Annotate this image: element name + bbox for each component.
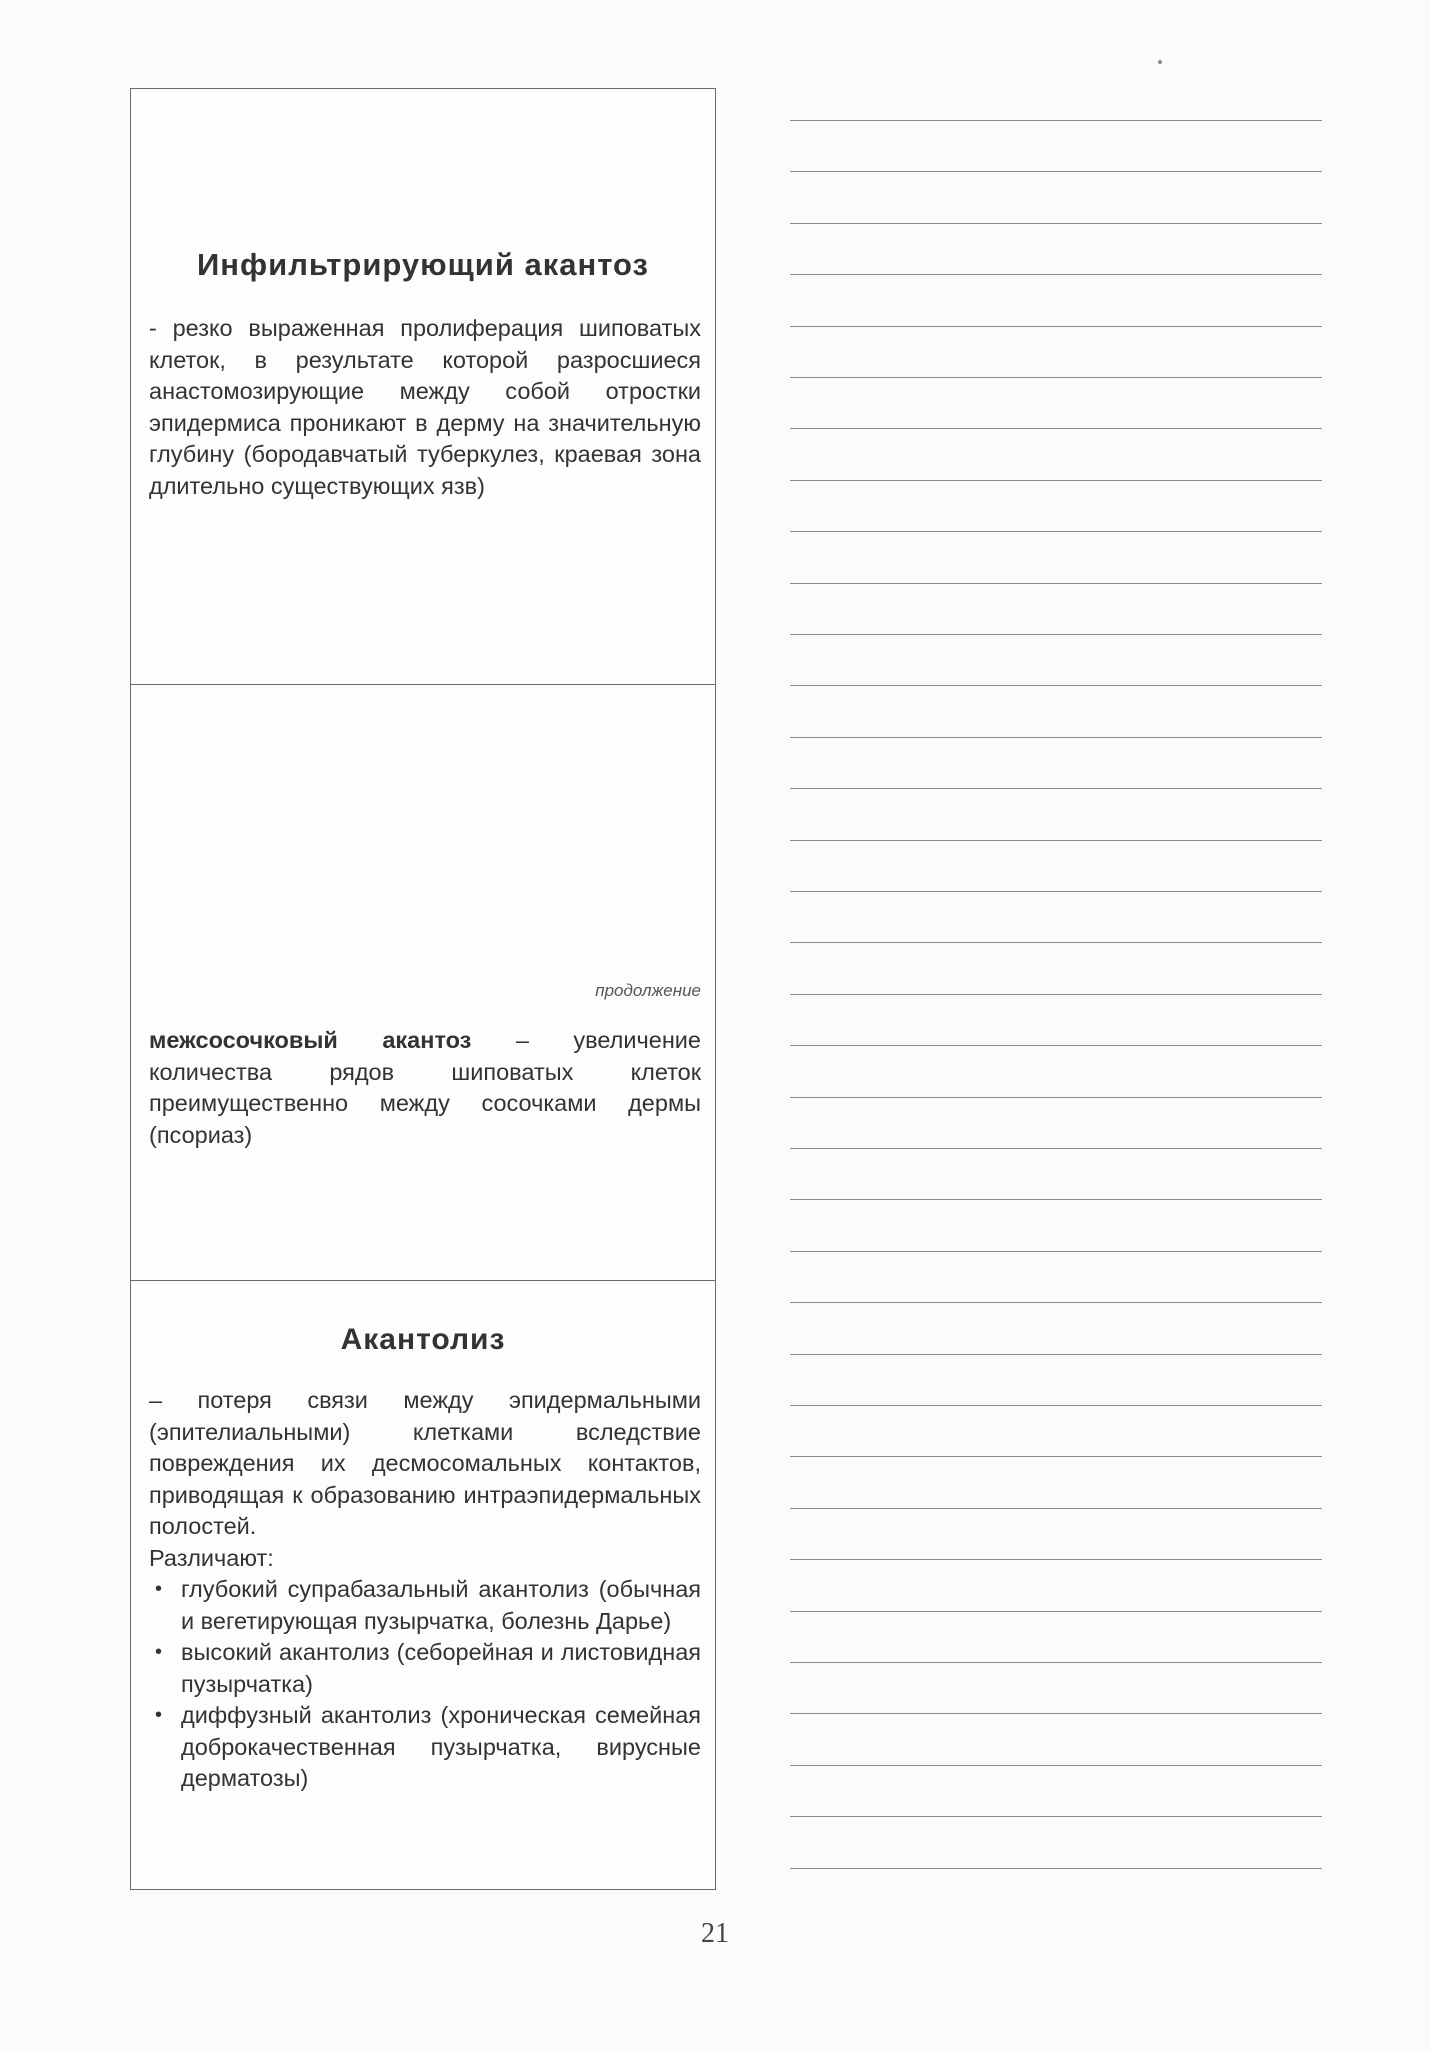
note-line	[790, 1045, 1322, 1046]
note-line	[790, 583, 1322, 584]
bullet-icon: •	[155, 1578, 163, 1600]
note-line	[790, 377, 1322, 378]
note-line	[790, 1097, 1322, 1098]
note-line	[790, 326, 1322, 327]
note-line	[790, 1354, 1322, 1355]
note-line	[790, 737, 1322, 738]
flashcard-column	[130, 88, 716, 1890]
card-term-definition: – увеличение количества рядов шиповатых клеток преимущественно между сосочками дермы (псориаз)	[149, 1027, 701, 1148]
note-line	[790, 428, 1322, 429]
note-line	[790, 1199, 1322, 1200]
list-item	[149, 1700, 701, 1795]
note-line	[790, 120, 1322, 121]
note-line	[790, 223, 1322, 224]
list-item-text: высокий акантолиз (себорейная и листовидная пузырчатка)	[181, 1639, 701, 1697]
note-line	[790, 685, 1322, 686]
note-line	[790, 1611, 1322, 1612]
list-intro: Различают:	[149, 1544, 274, 1571]
list-item	[149, 1637, 701, 1700]
note-line	[790, 480, 1322, 481]
note-line	[790, 840, 1322, 841]
note-line	[790, 1559, 1322, 1560]
note-line	[790, 942, 1322, 943]
note-line	[790, 891, 1322, 892]
note-line	[790, 1148, 1322, 1149]
note-line	[790, 531, 1322, 532]
note-line	[790, 1713, 1322, 1714]
note-line	[790, 1765, 1322, 1766]
card-interpapillary-acanthosis	[131, 685, 715, 1281]
list-item	[149, 1574, 701, 1637]
note-line	[790, 1405, 1322, 1406]
note-line	[790, 1868, 1322, 1869]
list-item-text: диффузный акантолиз (хроническая семейная доброкачественная пузырчатка, вирусные дерматозы)	[181, 1702, 701, 1791]
note-line	[790, 274, 1322, 275]
card-term: межсосочковый акантоз	[149, 1027, 472, 1053]
card-definition: - резко выраженная пролиферация шиповатых клеток, в результате которой разросшиеся анастомозирующие между собой отростки эпидермиса проникают в дерму на значительную глубину (бородавчатый туберкулез, краевая зона длительно существующих язв)	[149, 315, 701, 499]
note-line	[790, 1816, 1322, 1817]
note-line	[790, 1302, 1322, 1303]
continued-label: продолжение	[595, 981, 701, 1000]
note-line	[790, 994, 1322, 995]
card-acantholysis	[131, 1281, 715, 1889]
page-number: 21	[701, 1918, 729, 1949]
card-definition	[149, 1025, 701, 1151]
note-line	[790, 1662, 1322, 1663]
note-lines	[790, 0, 1322, 1900]
bullet-icon: •	[155, 1704, 163, 1726]
note-line	[790, 1508, 1322, 1509]
card-definition: – потеря связи между эпидермальными (эпителиальными) клетками вследствие повреждения их десмосомальных контактов, приводящая к образованию интраэпидермальных полостей.	[149, 1387, 701, 1539]
note-line	[790, 1456, 1322, 1457]
note-line	[790, 1251, 1322, 1252]
card-title: Инфильтрирующий акантоз	[197, 247, 649, 282]
list-item-text: глубокий супрабазальный акантолиз (обычная и вегетирующая пузырчатка, болезнь Дарье)	[181, 1576, 701, 1634]
bullet-icon: •	[155, 1641, 163, 1663]
acantholysis-types-list	[149, 1574, 701, 1795]
note-line	[790, 788, 1322, 789]
card-infiltrating-acanthosis	[131, 89, 715, 685]
note-line	[790, 171, 1322, 172]
note-line	[790, 634, 1322, 635]
card-definition-block	[149, 1385, 701, 1795]
card-title: Акантолиз	[340, 1323, 506, 1356]
